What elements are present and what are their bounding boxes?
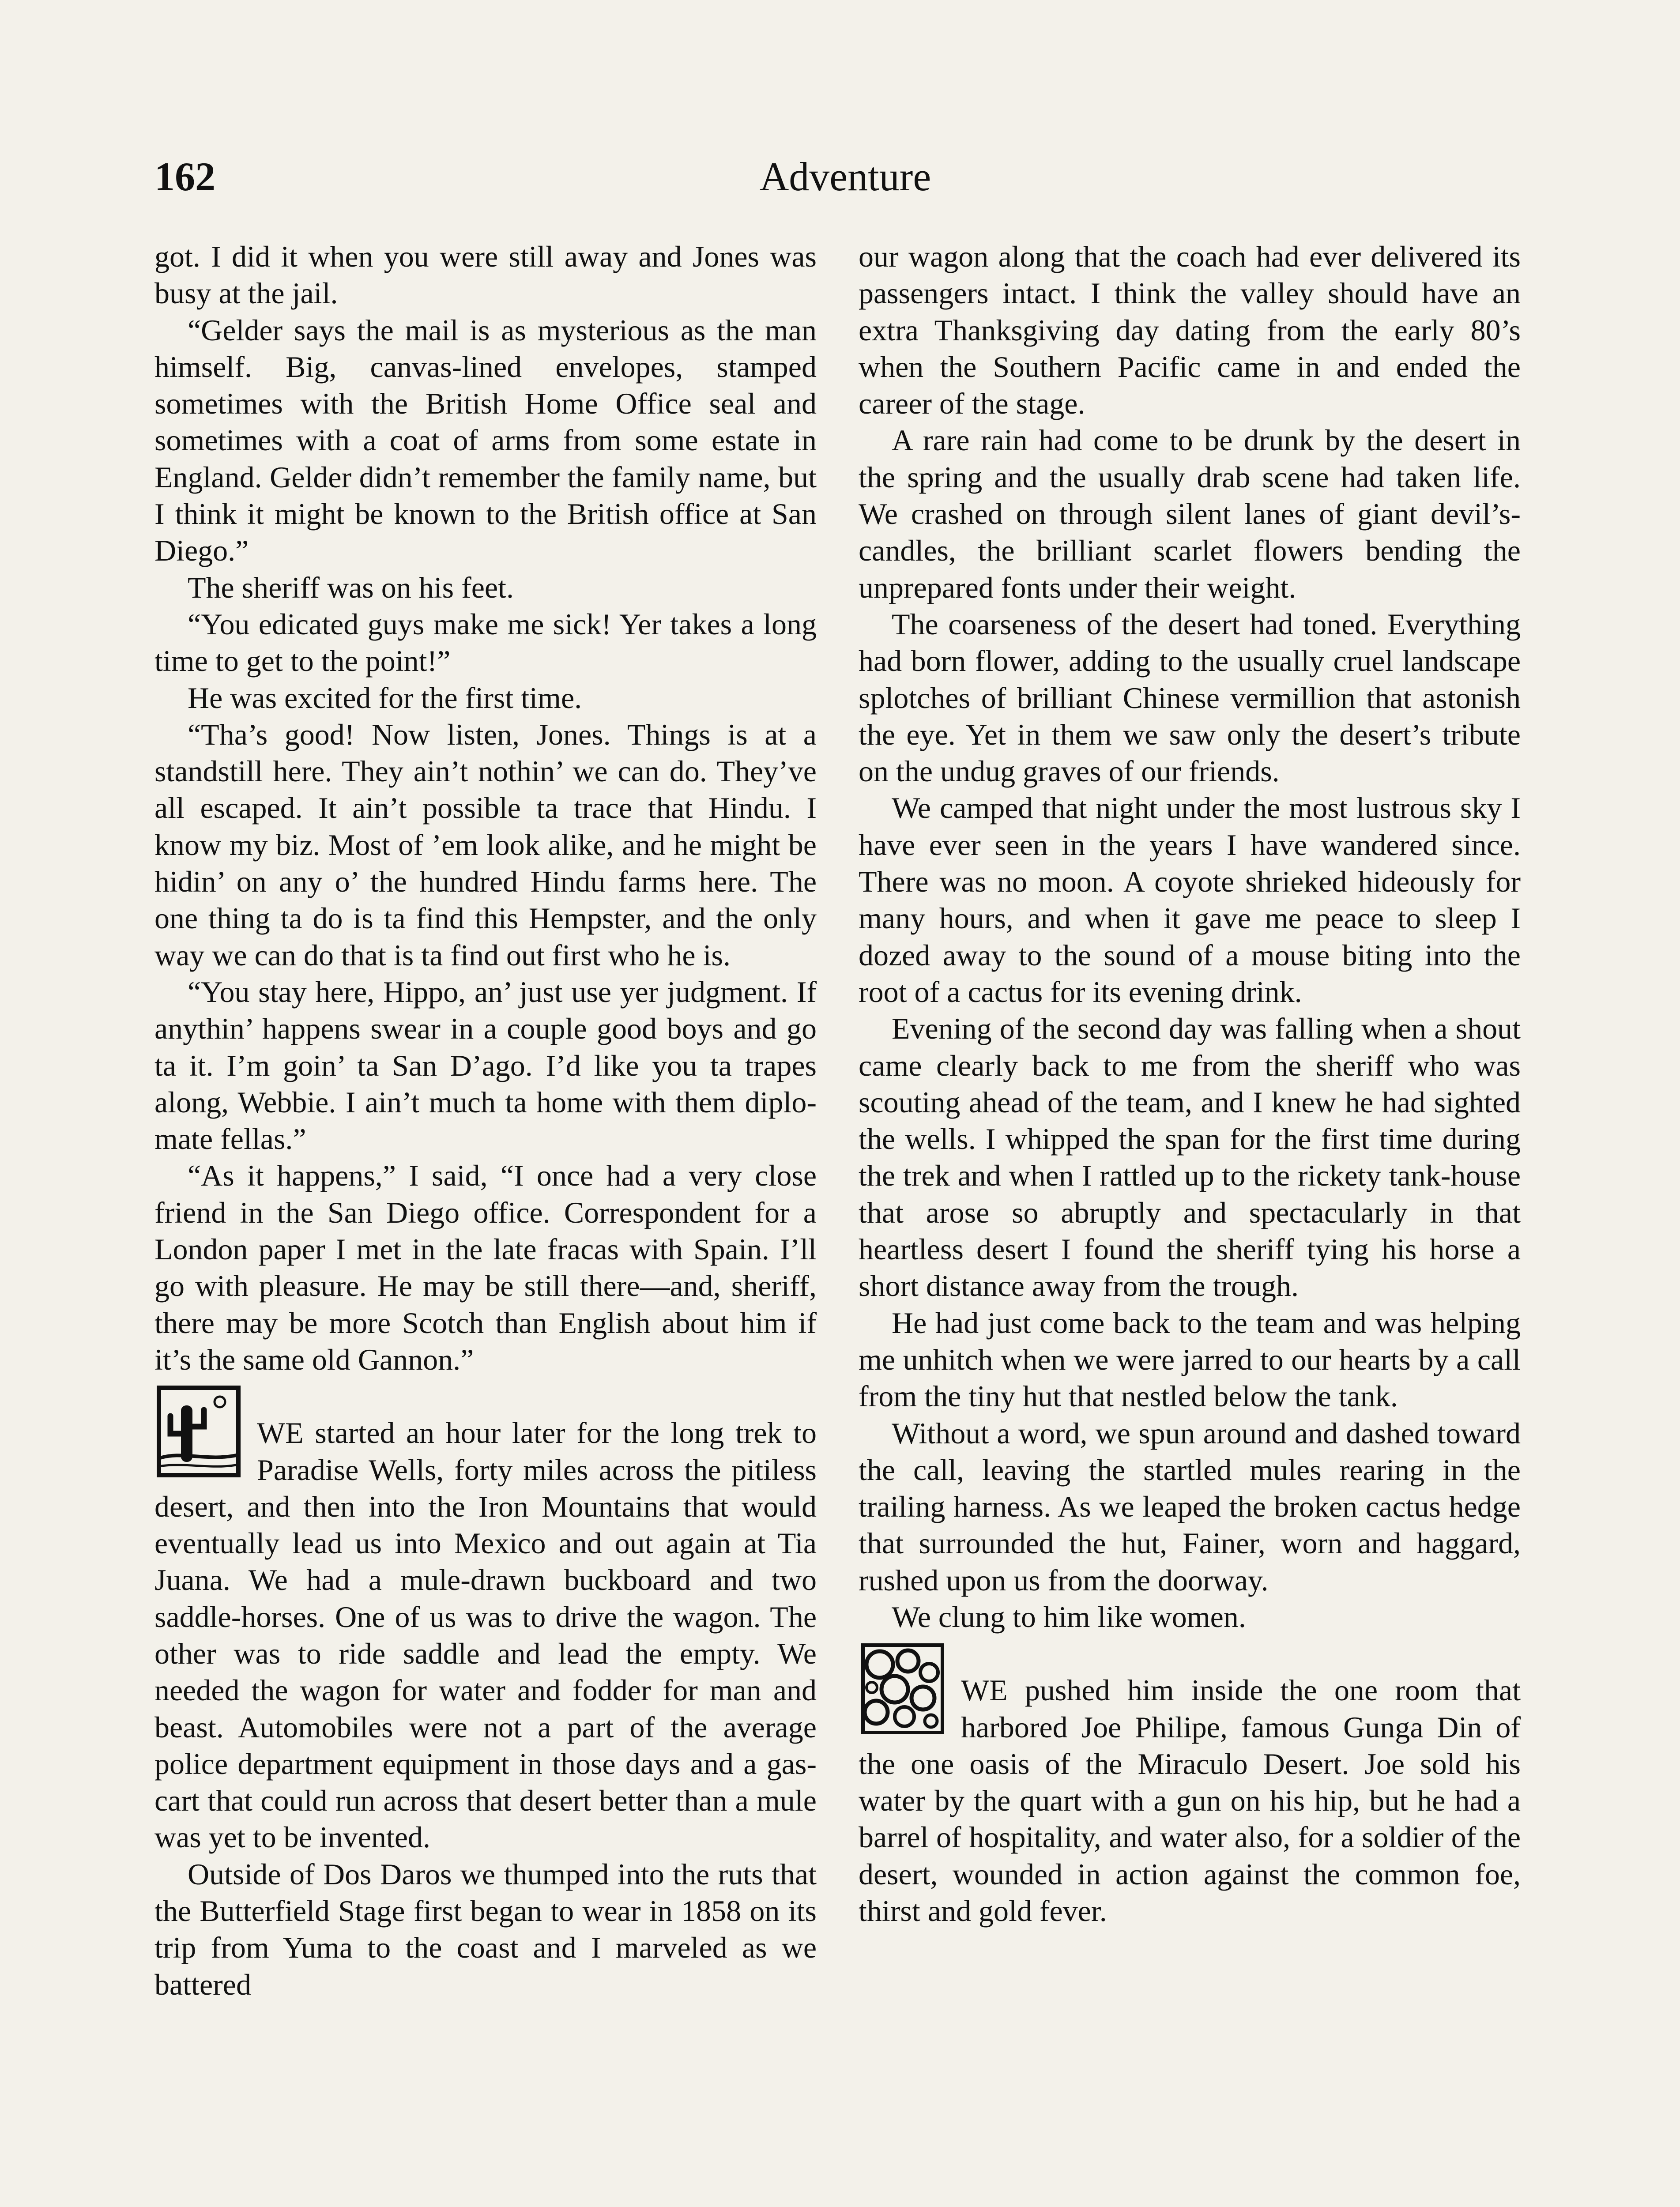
paragraph: Evening of the second day was falling when a shout came clearly back to me from the sheriff who was scouting ahead of the team, and I knew he had sighted the wells. I whipped the span for the first time during the trek and when I rattled up to the rickety tank-house that arose so abruptly and spectacularly in that heartless desert I found the sheriff tying his horse a short distance away from the trough. [859, 1012, 1521, 1303]
paragraph: “You edicated guys make me sick! Yer takes a long time to get to the point!” [154, 607, 817, 678]
page-header [154, 141, 1536, 212]
paragraph: our wagon along that the coach had ever delivered its passengers intact. I think the valley should have an extra Thanksgiving day dating from the early 80’s when the Southern Pacific came in and ended the career of the stage. [859, 240, 1521, 421]
paragraph: got. I did it when you were still away and Jones was busy at the jail. [154, 240, 817, 310]
left-column [154, 238, 817, 2003]
paragraph: We clung to him like women. [892, 1600, 1246, 1634]
paragraph: A rare rain had come to be drunk by the desert in the spring and the usually drab scene had taken life. We crashed on through silent lanes of giant devil’s-candles, the brilliant scarlet flowers bending the unprepared fonts under their weight. [859, 423, 1521, 604]
running-title: Adventure [759, 154, 931, 199]
paragraph: He was excited for the first time. [188, 681, 582, 715]
paragraph: “As it happens,” I said, “I once had a very close friend in the San Diego office. Correspondent for a London paper I met in the late fracas with Spain. I’ll go with pleasure. He may be still there—and, sheriff, there may be more Scotch than English about him if it’s the same old Gannon.” [154, 1159, 817, 1376]
page-number: 162 [154, 154, 215, 199]
paragraph: The coarseness of the desert had toned. Everything had born flower, adding to the usually cruel landscape splotches of brilliant Chinese vermillion that astonish the eye. Yet in them we saw only the desert’s tribute on the undug graves of our friends. [859, 607, 1521, 788]
paragraph: “Gelder says the mail is as mysterious as the man himself. Big, canvas-lined envelopes, stamped sometimes with the British Home Office seal and sometimes with a coat of arms from some estate in England. Gelder didn’t remember the family name, but I think it might be known to the British office at San Diego.” [154, 313, 817, 568]
paragraph: He had just come back to the team and was helping me unhitch when we were jarred to our hearts by a call from the tiny hut that nestled below the tank. [859, 1306, 1521, 1413]
paragraph: “You stay here, Hippo, an’ just use yer judgment. If anythin’ happens swear in a couple good boys and go ta it. I’m goin’ ta San D’ago. I’d like you ta trapes along, Webbie. I ain’t much ta home with them diplo-mate fellas.” [154, 975, 817, 1156]
paragraph: “Tha’s good! Now listen, Jones. Things is at a standstill here. They ain’t nothin’ we can do. They’ve all escaped. It ain’t possible ta trace that Hindu. I know my biz. Most of ’em look alike, and he might be hidin’ on any o’ the hundred Hindu farms here. The one thing ta do is ta find this Hempster, and the only way we can do that is ta find out first who he is. [154, 717, 817, 972]
right-column [859, 238, 1521, 1929]
paragraph: The sheriff was on his feet. [188, 570, 514, 604]
paragraph: Without a word, we spun around and dashed toward the call, leaving the startled mules rearing in the trailing harness. As we leaped the broken cactus hedge that surrounded the hut, Fainer, worn and haggard, rushed upon us from the doorway. [859, 1416, 1521, 1597]
paragraph: WE started an hour later for the long trek to Paradise Wells, forty miles across the pitiless desert, and then into the Iron Mountains that would eventually lead us into Mexico and out again at Tia Juana. We had a mule-drawn buckboard and two saddle-horses. One of us was to drive the wagon. The other was to ride saddle and lead the empty. We needed the wagon for water and fodder for man and beast. Automobiles were not a part of the average police department equipment in those days and a gas-cart that could run across that desert better than a mule was yet to be invented. [154, 1416, 817, 1854]
paragraph: We camped that night under the most lustrous sky I have ever seen in the years I have wandered since. There was no moon. A coyote shrieked hideously for many hours, and when it gave me peace to sleep I dozed away to the sound of a mouse biting into the root of a cactus for its evening drink. [859, 791, 1521, 1009]
paragraph: WE pushed him inside the one room that harbored Joe Philipe, famous Gunga Din of the one oasis of the Miraculo Desert. Joe sold his water by the quart with a gun on his hip, but he had a barrel of hospitality, and water also, for a soldier of the desert, wounded in action against the common foe, thirst and gold fever. [859, 1673, 1521, 1928]
paragraph: Outside of Dos Daros we thumped into the ruts that the Butterfield Stage first began to wear in 1858 on its trip from Yuma to the coast and I marveled as we battered [154, 1857, 817, 2001]
cactus-vignette-icon [154, 1384, 243, 1479]
bubble-vignette-icon [859, 1642, 947, 1736]
